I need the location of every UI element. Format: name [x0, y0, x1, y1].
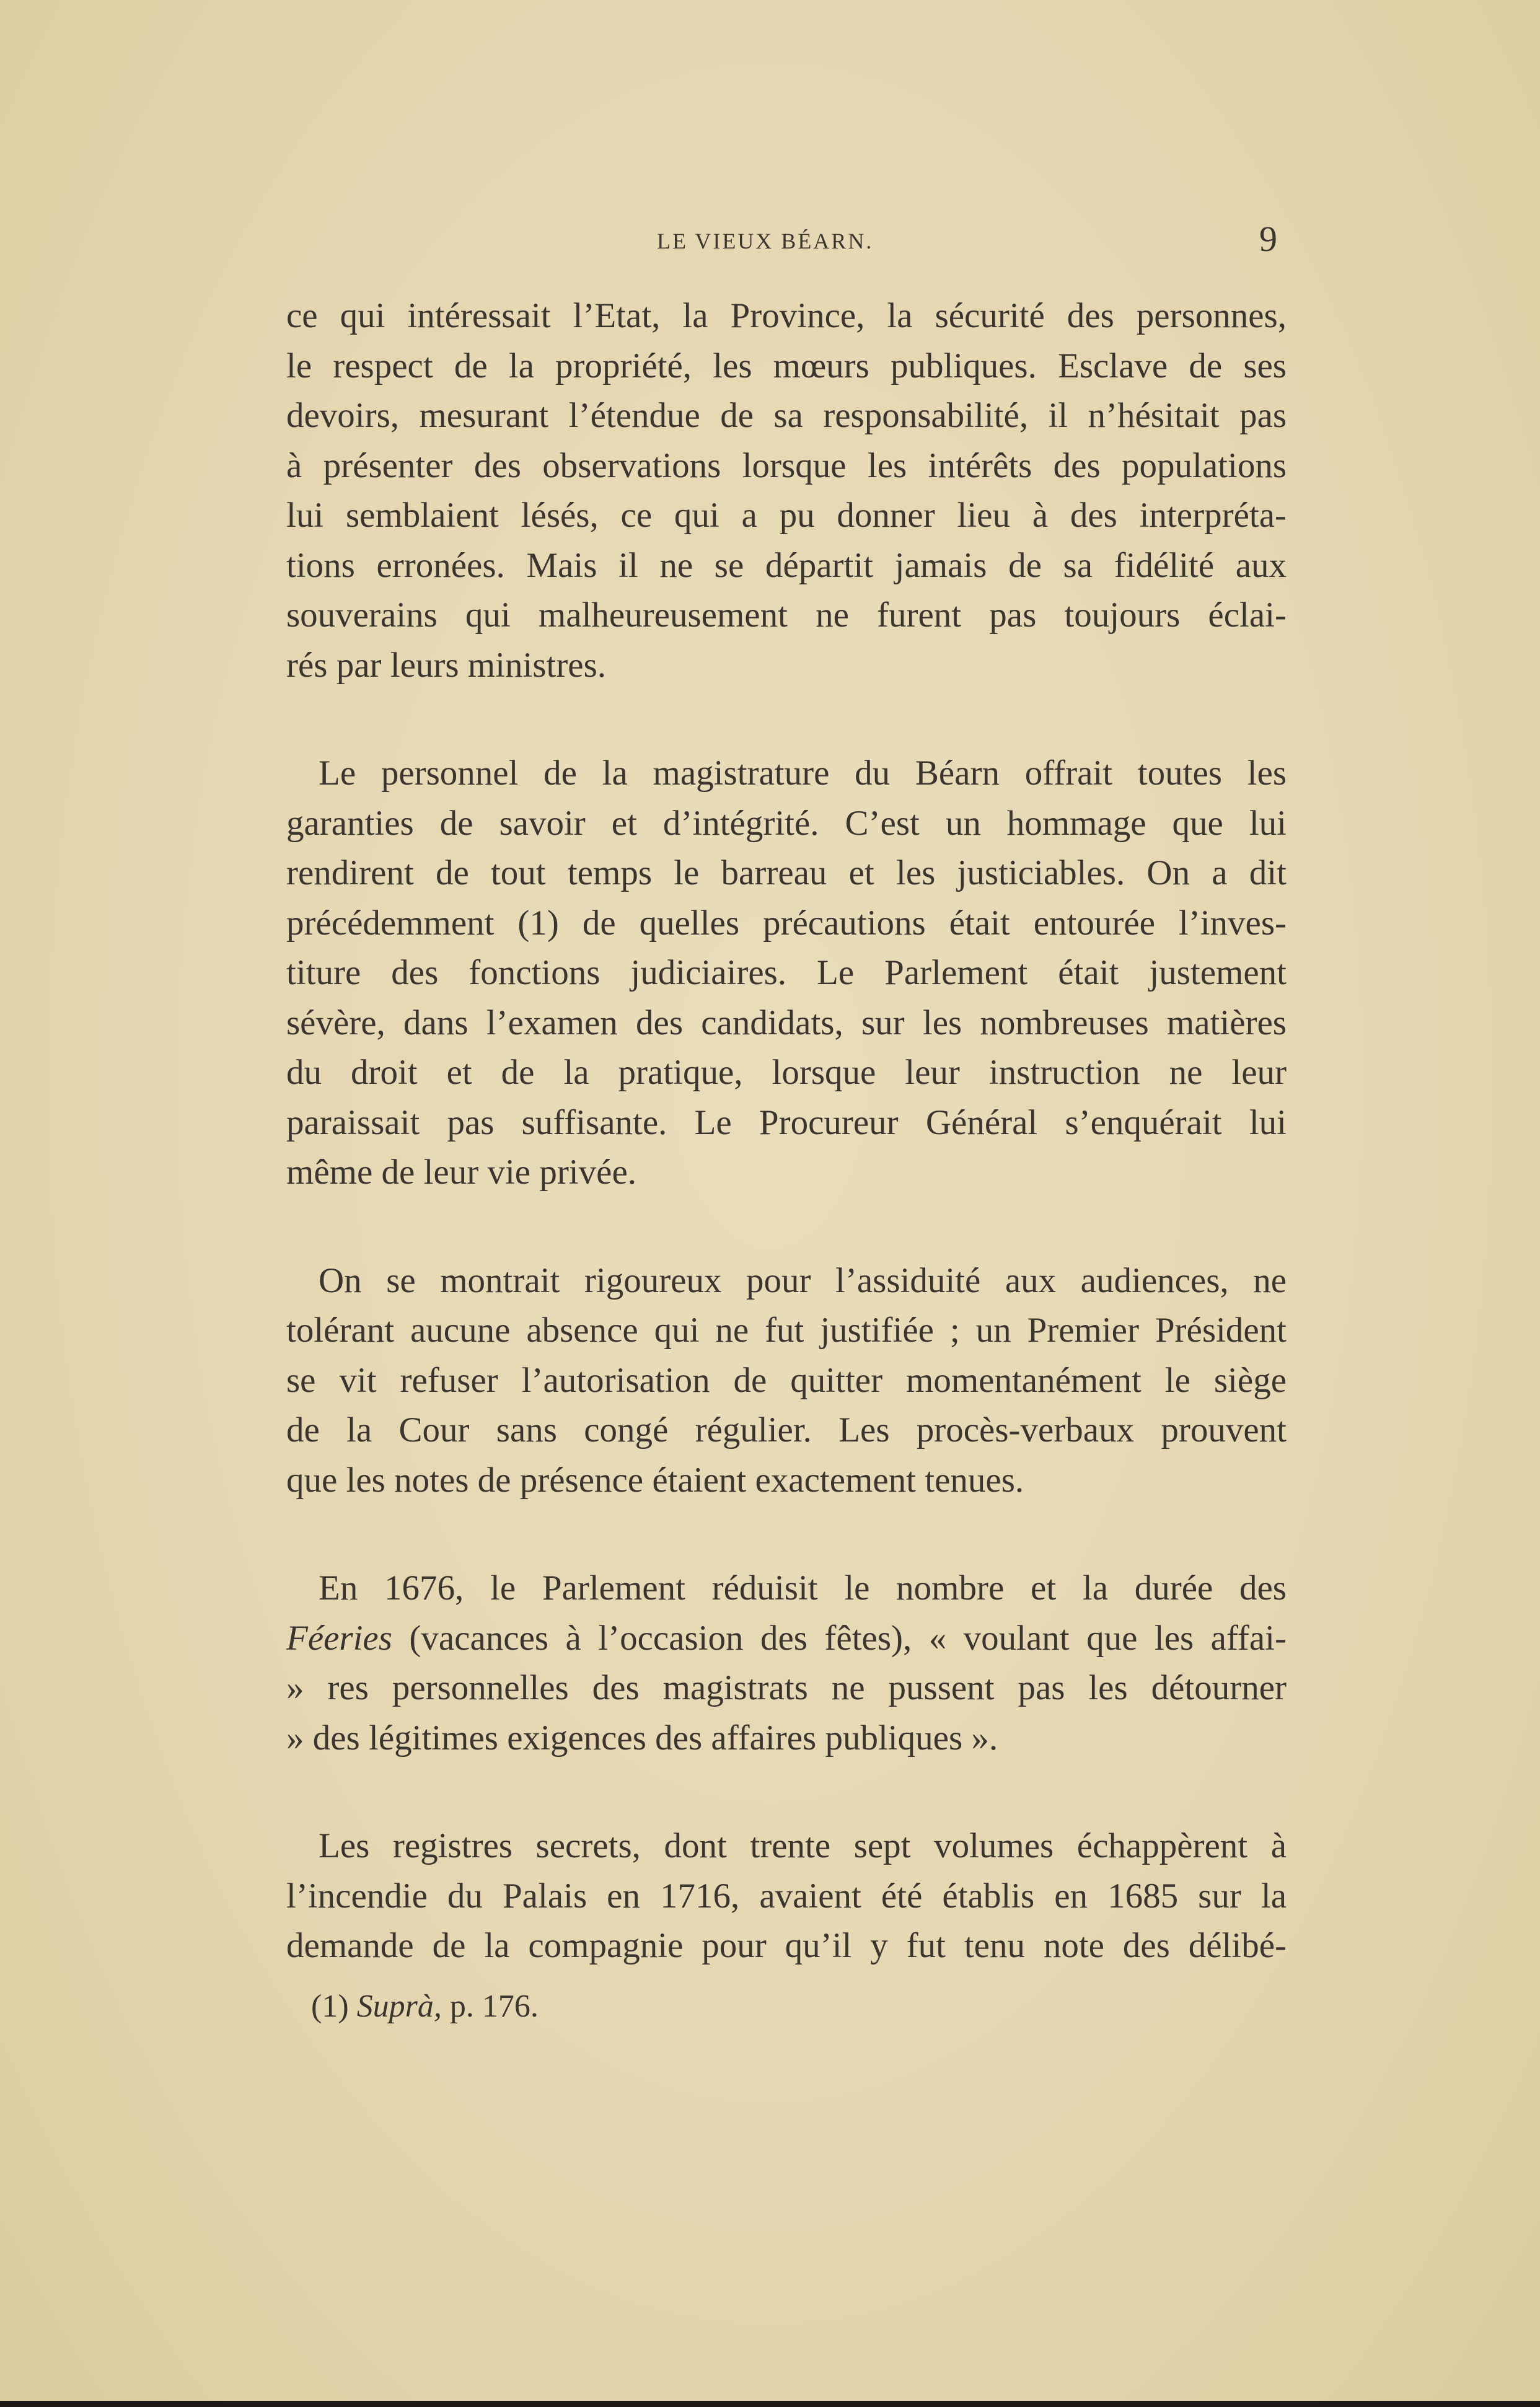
body-text: [286, 291, 1287, 1971]
text-line: se vit refuser l’autorisation de quitter momentanément le siège: [286, 1360, 1287, 1400]
paragraph-gap: [286, 1198, 1287, 1256]
text-line: de la Cour sans congé régulier. Les procès-verbaux prouvent: [286, 1410, 1287, 1450]
text-line: lui semblaient lésés, ce qui a pu donner lieu à des interpréta-: [286, 496, 1287, 535]
text-line: » res personnelles des magistrats ne pussent pas les détourner: [286, 1668, 1287, 1707]
text-line: même de leur vie privée.: [286, 1153, 636, 1192]
text-line: précédemment (1) de quelles précautions était entourée l’inves-: [286, 903, 1287, 943]
footnote-reference: Suprà,: [356, 1989, 442, 2024]
paragraph-gap: [286, 1505, 1287, 1564]
scan-edge: [0, 2401, 1540, 2407]
italic-term: Féeries: [286, 1618, 392, 1658]
text-line: tolérant aucune absence qui ne fut justifiée ; un Premier Président: [286, 1311, 1287, 1350]
footnote-marker: (1): [311, 1989, 349, 2024]
text-line: demande de la compagnie pour qu’il y fut tenu note des délibé-: [286, 1926, 1287, 1965]
text-line: » des légitimes exigences des affaires publiques ».: [286, 1718, 998, 1758]
footnote: [311, 1988, 539, 2025]
paragraph-5: [286, 1821, 1287, 1971]
text-line: Le personnel de la magistrature du Béarn offrait toutes les: [319, 754, 1287, 793]
text-line: [286, 1614, 1287, 1664]
text-line: On se montrait rigoureux pour l’assiduité aux audiences, ne: [319, 1261, 1287, 1300]
paragraph-3: [286, 1256, 1287, 1506]
page-number: 9: [1259, 219, 1277, 259]
text-line: à présenter des observations lorsque les intérêts des populations: [286, 446, 1287, 485]
text-line: Les registres secrets, dont trente sept volumes échappèrent à: [319, 1826, 1287, 1865]
text-line: que les notes de présence étaient exactement tenues.: [286, 1460, 1024, 1500]
text-line: le respect de la propriété, les mœurs publiques. Esclave de ses: [286, 346, 1287, 385]
paragraph-4: [286, 1564, 1287, 1763]
paragraph-gap: [286, 1763, 1287, 1821]
text-line: garanties de savoir et d’intégrité. C’est un hommage que lui: [286, 803, 1287, 843]
paragraph-gap: [286, 690, 1287, 749]
text-line: sévère, dans l’examen des candidats, sur les nombreuses matières: [286, 1003, 1287, 1042]
footnote-page: p. 176.: [449, 1989, 539, 2024]
text-line: tions erronées. Mais il ne se départit jamais de sa fidélité aux: [286, 545, 1287, 585]
text-line: souverains qui malheureusement ne furent pas toujours éclai-: [286, 596, 1287, 635]
text-line: l’incendie du Palais en 1716, avaient été établis en 1685 sur la: [286, 1876, 1287, 1916]
text-line: En 1676, le Parlement réduisit le nombre et la durée des: [319, 1569, 1287, 1608]
text-line: du droit et de la pratique, lorsque leur instruction ne leur: [286, 1053, 1287, 1092]
text-line: rés par leurs ministres.: [286, 645, 607, 685]
text-line: titure des fonctions judiciaires. Le Parlement était justement: [286, 953, 1287, 992]
text-line: devoirs, mesurant l’étendue de sa responsabilité, il n’hésitait pas: [286, 396, 1287, 435]
paragraph-1: [286, 291, 1287, 690]
text-line: ce qui intéressait l’Etat, la Province, la sécurité des personnes,: [286, 296, 1287, 335]
text-line: rendirent de tout temps le barreau et les justiciables. On a dit: [286, 853, 1287, 892]
text-line-rest: (vacances à l’occasion des fêtes), « voulant que les affai-: [409, 1618, 1287, 1658]
running-title: LE VIEUX BÉARN.: [657, 229, 874, 253]
text-line: paraissait pas suffisante. Le Procureur Général s’enquérait lui: [286, 1102, 1287, 1142]
paragraph-2: [286, 749, 1287, 1198]
